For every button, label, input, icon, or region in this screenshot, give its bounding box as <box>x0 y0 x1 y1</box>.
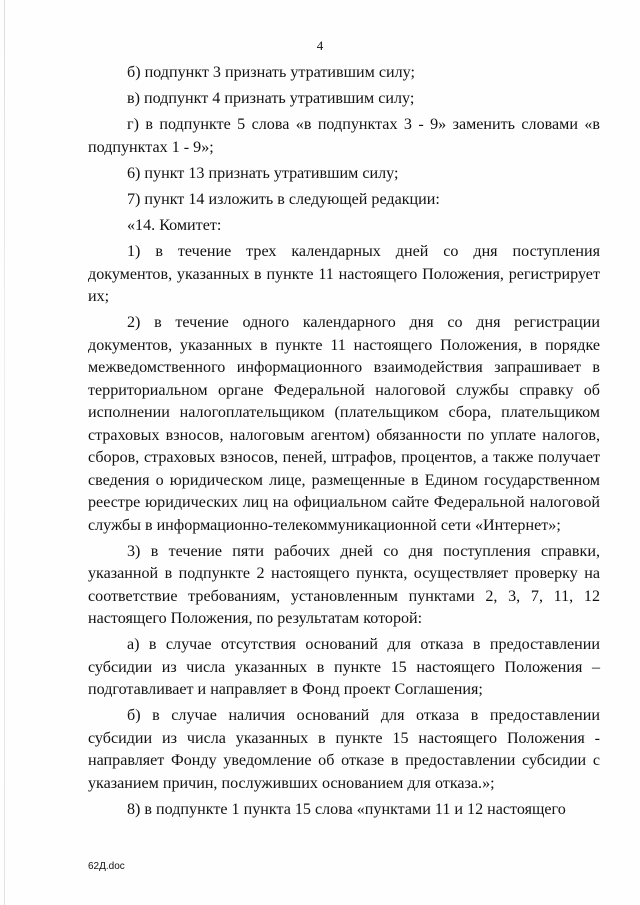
paragraph-14-3-b: б) в случае наличия оснований для отказа в предоставлении субсидии из числа указанных в пункте 15 настоящего Положения - направляет Фонду уведомление об отказе в предоставлении субсидии с указанием причин, послуживших основанием для отказа.»; <box>88 707 600 792</box>
paragraph-6: 6) пункт 13 признать утратившим силу; <box>127 164 399 182</box>
page-number: 4 <box>316 38 324 53</box>
paragraph-14-1: 1) в течение трех календарных дней со дня поступления документов, указанных в пункте 11 настоящего Положения, регистрирует их; <box>88 243 600 306</box>
paragraph-b: б) подпункт 3 признать утратившим силу; <box>127 64 415 81</box>
paragraph-14-3-a: а) в случае отсутствия оснований для отказа в предоставлении субсидии из числа указанных в пункте 15 настоящего Положения – подготавливает и направляет в Фонд проект Соглашения; <box>88 636 600 699</box>
paragraph-14-3: 3) в течение пяти рабочих дней со дня поступления справки, указанной в подпункте 2 настоящего пункта, осуществляет проверку на соответствие требованиям, установленным пунктами 2, 3, 7, 11, 12 настоящего Положения, по результатам которой: <box>88 542 600 628</box>
paragraph-7: 7) пункт 14 изложить в следующей редакции: <box>127 190 440 208</box>
paragraph-14-2: 2) в течение одного календарного дня со дня регистрации документов, указанных в пункте 11 настоящего Положения, в порядке межведомственного информационного взаимодействия запрашивает в территориальном органе Федеральной налоговой службы справку об исполнении налогоплательщиком (плательщиком сбора, плательщиком страховых взносов, налоговым агентом) обязанности по уплате налогов, сборов, страховых взносов, пеней, штрафов, процентов, а также получает сведения о юридическом лице, размещенные в Едином государственном реестре юридических лиц на официальном сайте Федеральной налоговой службы в информационно-телекоммуникационной сети «Интернет»; <box>88 314 600 534</box>
file-name-footer: 62Д.doc <box>88 861 125 872</box>
paragraph-v: в) подпункт 4 признать утратившим силу; <box>127 90 415 108</box>
paragraph-g: г) в подпункте 5 слова «в подпунктах 3 - 9» заменить словами «в подпунктах 1 - 9»; <box>88 116 600 156</box>
paragraph-8: 8) в подпункте 1 пункта 15 слова «пунктами 11 и 12 настоящего <box>127 801 566 819</box>
paragraph-14-heading: «14. Комитет: <box>127 216 222 234</box>
document-body <box>88 62 600 825</box>
